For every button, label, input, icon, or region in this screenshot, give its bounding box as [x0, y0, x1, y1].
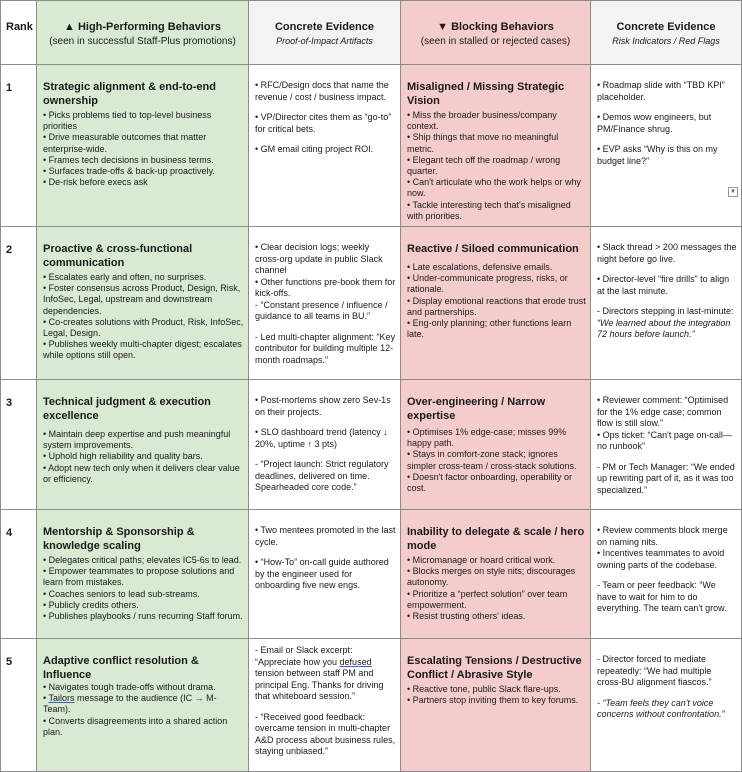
evidence-header-title: Concrete Evidence — [274, 21, 375, 33]
blocking-cell — [401, 65, 591, 227]
list-item: • Prioritize a “perfect solution” over team empowerment. — [407, 588, 568, 610]
evidence-item: - PM or Tech Manager: “We ended up rewriting part of it, as it was too specialized.” — [597, 461, 735, 495]
behavior-title: Proactive & cross-functional communication — [43, 243, 193, 270]
evidence-item: • RFC/Design docs that name the revenue / cost / business impact. — [255, 80, 389, 102]
behavior-title: Escalating Tensions / Destructive Conflict / Abrasive Style — [407, 655, 582, 682]
high-performing-cell — [37, 639, 249, 772]
evidence-item: • Review comments block merge on naming nits. — [597, 525, 728, 547]
risk-evidence-header — [591, 1, 742, 65]
evidence-item: • Ops ticket: “Can't page on-call—no runbook” — [597, 429, 732, 452]
list-item: • Tackle interesting tech that's misaligned with priorities. — [407, 199, 571, 221]
list-item: • Elegant tech off the roadmap / wrong quarter. — [407, 154, 561, 177]
list-item: • De-risk before execs ask — [43, 177, 148, 188]
evidence-item: - “Constant presence / influence / guidance to all teams in BU.” — [255, 299, 388, 322]
behavior-title: Reactive / Siloed communication — [407, 243, 579, 256]
list-item: • Eng-only planning; other functions learn late. — [407, 318, 572, 340]
bullet: • — [43, 693, 49, 704]
evidence-item: - “Project launch: Strict regulatory deadlines, delivered on time. Spearheaded core code.” — [255, 459, 389, 493]
high-performing-cell — [37, 65, 249, 227]
list-item: • Doesn't factor onboarding, operability or cost. — [407, 471, 572, 494]
blocking-cell — [401, 380, 591, 510]
list-item: • Ship things that move no meaningful metric. — [407, 132, 559, 154]
evidence-item: • Demos wow engineers, but PM/Finance shrug. — [597, 112, 712, 134]
header-row — [1, 1, 742, 65]
evidence-item: • Clear decision logs; weekly cross-org update in public Slack channel — [255, 242, 383, 276]
evidence-cell — [249, 65, 401, 227]
evidence-item: • Roadmap slide with “TBD KPI” placeholder. — [597, 80, 725, 102]
table-row — [1, 510, 742, 639]
evidence-item: • GM email citing project ROI. — [255, 144, 374, 154]
list-item: • Navigates tough trade-offs without drama. — [43, 682, 216, 693]
list-item: • Foster consensus across Product, Design, Risk, InfoSec, Legal, upstream and downstream dependencies. — [43, 283, 241, 316]
list-item: • Optimises 1% edge-case; misses 99% happy path. — [407, 427, 567, 449]
blocking-cell — [401, 639, 591, 772]
list-item: • Converts disagreements into a shared action plan. — [43, 715, 228, 737]
behavior-title: Strategic alignment & end-to-end ownership — [43, 81, 216, 107]
evidence-quote: - “Team feels they can't voice concerns without confrontation.” — [597, 697, 725, 720]
risk-evidence-cell — [591, 380, 742, 510]
list-item: • Publicly credits others. — [43, 599, 139, 610]
evidence-item: • EVP asks “Why is this on my budget line?” — [597, 144, 718, 166]
high-performing-header-title: ▲ High-Performing Behaviors — [64, 21, 221, 33]
list-item-text: message to the audience (IC → M-Team). — [43, 693, 217, 715]
blocking-header-sub: (seen in stalled or rejected cases) — [420, 36, 571, 47]
rank-cell: 3 — [1, 380, 37, 510]
behavior-title: Adaptive conflict resolution & Influence — [43, 655, 199, 682]
behavior-title: Misaligned / Missing Strategic Vision — [407, 81, 565, 107]
high-performing-header-sub: (seen in successful Staff-Plus promotions) — [49, 36, 236, 47]
risk-evidence-header-sub: Risk Indicators / Red Flags — [612, 36, 720, 46]
evidence-cell — [249, 227, 401, 380]
evidence-item: • Director-level “fire drills” to align at the last minute. — [597, 274, 730, 296]
list-item: • Coaches seniors to lead sub-streams. — [43, 588, 200, 599]
list-item: • Drive measurable outcomes that matter enterprise-wide. — [43, 132, 207, 154]
list-item: • Late escalations, defensive emails. — [407, 262, 553, 273]
list-item — [43, 693, 244, 715]
list-item: • Can't articulate who the work helps or why now. — [407, 177, 581, 199]
list-item: • Co-creates solutions with Product, Risk, InfoSec, Legal, Design. — [43, 316, 244, 339]
evidence-text: tension between staff PM and principal Eng. Thanks for driving that whiteboard session.” — [255, 668, 384, 702]
risk-evidence-cell — [591, 227, 742, 380]
list-item: • Maintain deep expertise and push meaningful system improvements. — [43, 429, 231, 451]
evidence-cell — [249, 639, 401, 772]
table-row — [1, 227, 742, 380]
behavior-title: Inability to delegate & scale / hero mode — [407, 526, 585, 553]
evidence-cell — [249, 510, 401, 639]
evidence-header — [249, 1, 401, 65]
evidence-item: - Team or peer feedback: “We have to wait for him to do everything. The team can't grow. — [597, 580, 727, 614]
evidence-item: - Directors stepping in last-minute: — [597, 306, 734, 317]
evidence-item: • “How-To” on-call guide authored by the engineer used for onboarding five new engs. — [255, 557, 389, 591]
evidence-item: • Incentives teammates to avoid owning parts of the codebase. — [597, 548, 725, 570]
list-item: • Micromanage or hoard critical work. — [407, 555, 556, 566]
rank-cell: 4 — [1, 510, 37, 639]
evidence-quote: “We learned about the integration 72 hours before launch.” — [597, 317, 731, 340]
spellcheck-word: Tailors — [48, 693, 75, 704]
dropdown-arrow-icon[interactable]: ▼ — [728, 187, 738, 197]
rank-cell: 5 — [1, 639, 37, 772]
list-item: • Resist trusting others' ideas. — [407, 611, 526, 622]
list-item: • Display emotional reactions that erode trust and partnerships. — [407, 295, 586, 317]
list-item: • Publishes playbooks / runs recurring Staff forum. — [43, 611, 243, 622]
evidence-item: - Director forced to mediate repeatedly: “We had multiple cross-BU alignment fiascos.” — [597, 654, 712, 688]
list-item: • Under-communicate progress, risks, or rationale. — [407, 273, 568, 295]
evidence-item: - Led multi-chapter alignment: “Key contributor for building multiple 12-month roadmaps.” — [255, 331, 396, 365]
evidence-item: • Reviewer comment: “Optimised for the 1% edge case; common flow is still slow.” — [597, 395, 729, 429]
behavior-title: Over-engineering / Narrow expertise — [407, 396, 546, 423]
behavior-title: Technical judgment & execution excellence — [43, 396, 211, 423]
blocking-header-title: ▼ Blocking Behaviors — [437, 21, 554, 33]
list-item: • Surfaces trade-offs & back-up proactively. — [43, 166, 215, 177]
list-item: • Escalates early and often, no surprises. — [43, 272, 207, 283]
evidence-text: - Email or Slack excerpt: “Appreciate how you — [255, 645, 353, 667]
risk-evidence-cell — [591, 510, 742, 639]
evidence-cell — [249, 380, 401, 510]
evidence-item: - “Received good feedback: overcame tension in multi-chapter A&D process about business rules, staying unbiased.” — [255, 711, 396, 757]
table-row — [1, 65, 742, 227]
high-performing-cell — [37, 510, 249, 639]
evidence-item: • Slack thread > 200 messages the night before go live. — [597, 242, 737, 264]
behavior-title: Mentorship & Sponsorship & knowledge scaling — [43, 526, 195, 553]
risk-evidence-cell — [591, 65, 742, 227]
table-row — [1, 639, 742, 772]
table-row — [1, 380, 742, 510]
high-performing-cell — [37, 227, 249, 380]
list-item: • Adopt new tech only when it delivers clear value or efficiency. — [43, 462, 240, 484]
blocking-header — [401, 1, 591, 65]
evidence-item: • Post-mortems show zero Sev-1s on their projects. — [255, 395, 391, 417]
list-item: • Partners stop inviting them to key forums. — [407, 695, 579, 706]
list-item: • Publishes weekly multi-chapter digest; escalates while options still open. — [43, 339, 242, 361]
risk-evidence-cell — [591, 639, 742, 772]
evidence-item — [255, 645, 396, 703]
evidence-item: • SLO dashboard trend (latency ↓ 20%, uptime ↑ 3 pts) — [255, 427, 388, 449]
list-item: • Frames tech decisions in business terms. — [43, 154, 214, 165]
list-item: • Blocks merges on style nits; discourages autonomy. — [407, 566, 576, 588]
high-performing-header — [37, 1, 249, 65]
evidence-item: • Other functions pre-book them for kick-offs. — [255, 276, 396, 299]
list-item: • Picks problems tied to top-level business priorities — [43, 110, 212, 132]
list-item: • Empower teammates to propose solutions and learn from mistakes. — [43, 566, 235, 588]
list-item: • Reactive tone, public Slack flare-ups. — [407, 684, 561, 695]
rank-cell: 2 — [1, 227, 37, 380]
blocking-cell — [401, 510, 591, 639]
list-item: • Stays in comfort-zone stack; ignores simpler cross-team / cross-stack solutions. — [407, 449, 577, 471]
list-item: • Uphold high reliability and quality bars. — [43, 451, 203, 462]
list-item: • Miss the broader business/company context. — [407, 110, 557, 132]
risk-evidence-header-title: Concrete Evidence — [616, 21, 716, 33]
evidence-item: • Two mentees promoted in the last cycle. — [255, 525, 396, 547]
list-item: • Delegates critical paths; elevates IC5-6s to lead. — [43, 555, 242, 566]
rank-header: Rank — [1, 1, 37, 65]
evidence-item: • VP/Director cites them as “go-to” for critical bets. — [255, 112, 392, 134]
evidence-header-sub: Proof-of-Impact Artifacts — [276, 36, 373, 46]
high-performing-cell — [37, 380, 249, 510]
blocking-cell — [401, 227, 591, 380]
spellcheck-word: defused — [339, 656, 372, 667]
rank-cell: 1 — [1, 65, 37, 227]
